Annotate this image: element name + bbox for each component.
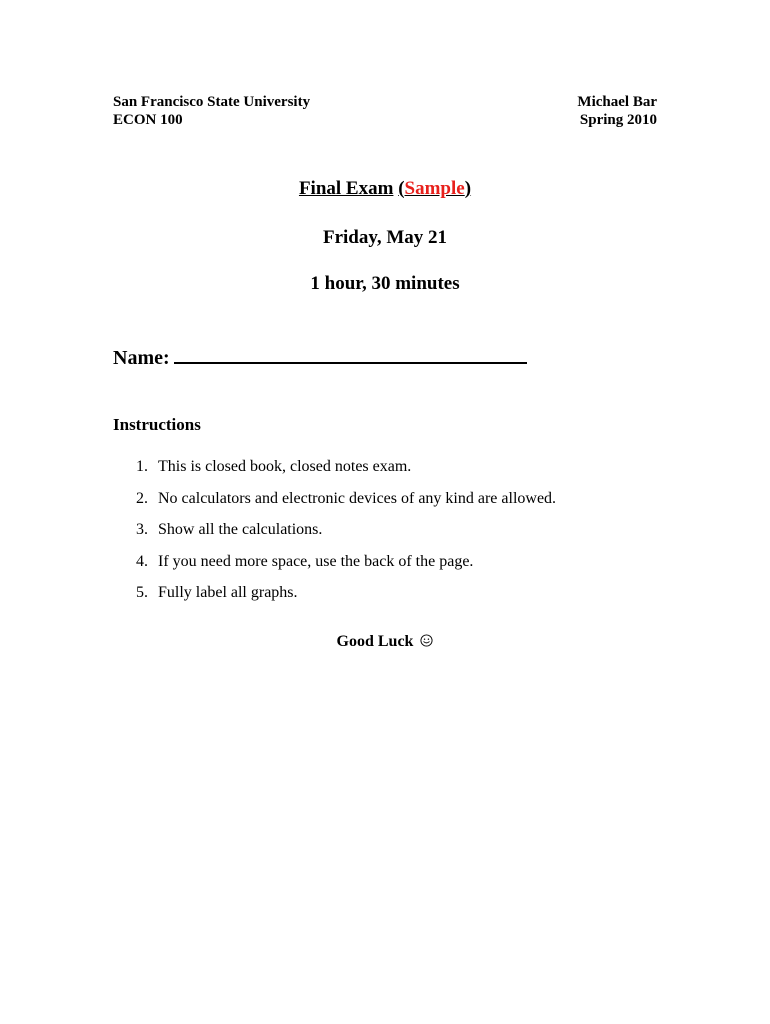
instruction-text: If you need more space, use the back of the page. — [158, 552, 474, 570]
exam-title-paren-wrapper — [398, 178, 471, 199]
instructions-heading: Instructions — [113, 415, 201, 434]
instruction-item — [136, 520, 556, 552]
name-field-row — [113, 343, 527, 370]
instruction-number: 2. — [136, 489, 148, 507]
instruction-item — [136, 457, 556, 489]
instruction-number: 3. — [136, 521, 148, 538]
instruction-text: No calculators and electronic devices of any kind are allowed. — [158, 489, 557, 507]
instructor-name: Michael Bar — [577, 94, 657, 110]
instruction-text: Show all the calculations. — [158, 521, 323, 538]
instruction-number: 1. — [136, 458, 148, 475]
exam-title-main: Final Exam — [298, 178, 394, 199]
name-label: Name: — [113, 347, 170, 369]
instruction-text: Fully label all graphs. — [158, 584, 298, 601]
instruction-item — [136, 583, 556, 615]
exam-title-sample-tag: Sample — [404, 178, 465, 199]
exam-date: Friday, May 21 — [322, 227, 448, 248]
header-right — [577, 93, 657, 129]
exam-title-close-paren: ) — [464, 178, 472, 199]
instruction-item — [136, 489, 556, 521]
name-blank-line[interactable] — [174, 343, 527, 364]
institution-name: San Francisco State University — [113, 94, 311, 110]
header-left — [113, 93, 310, 129]
term: Spring 2010 — [579, 112, 657, 128]
good-luck-text: Good Luck — [336, 633, 414, 650]
instructions-list — [136, 457, 556, 615]
exam-title — [0, 178, 770, 200]
instruction-item — [136, 552, 556, 584]
exam-duration: 1 hour, 30 minutes — [310, 273, 460, 294]
course-code: ECON 100 — [113, 112, 183, 128]
good-luck-line — [0, 633, 770, 651]
smiley-icon — [420, 634, 433, 647]
instruction-number: 5. — [136, 584, 148, 601]
instruction-text: This is closed book, closed notes exam. — [158, 458, 412, 475]
instruction-number: 4. — [136, 552, 148, 570]
exam-title-open-paren: ( — [398, 178, 405, 199]
